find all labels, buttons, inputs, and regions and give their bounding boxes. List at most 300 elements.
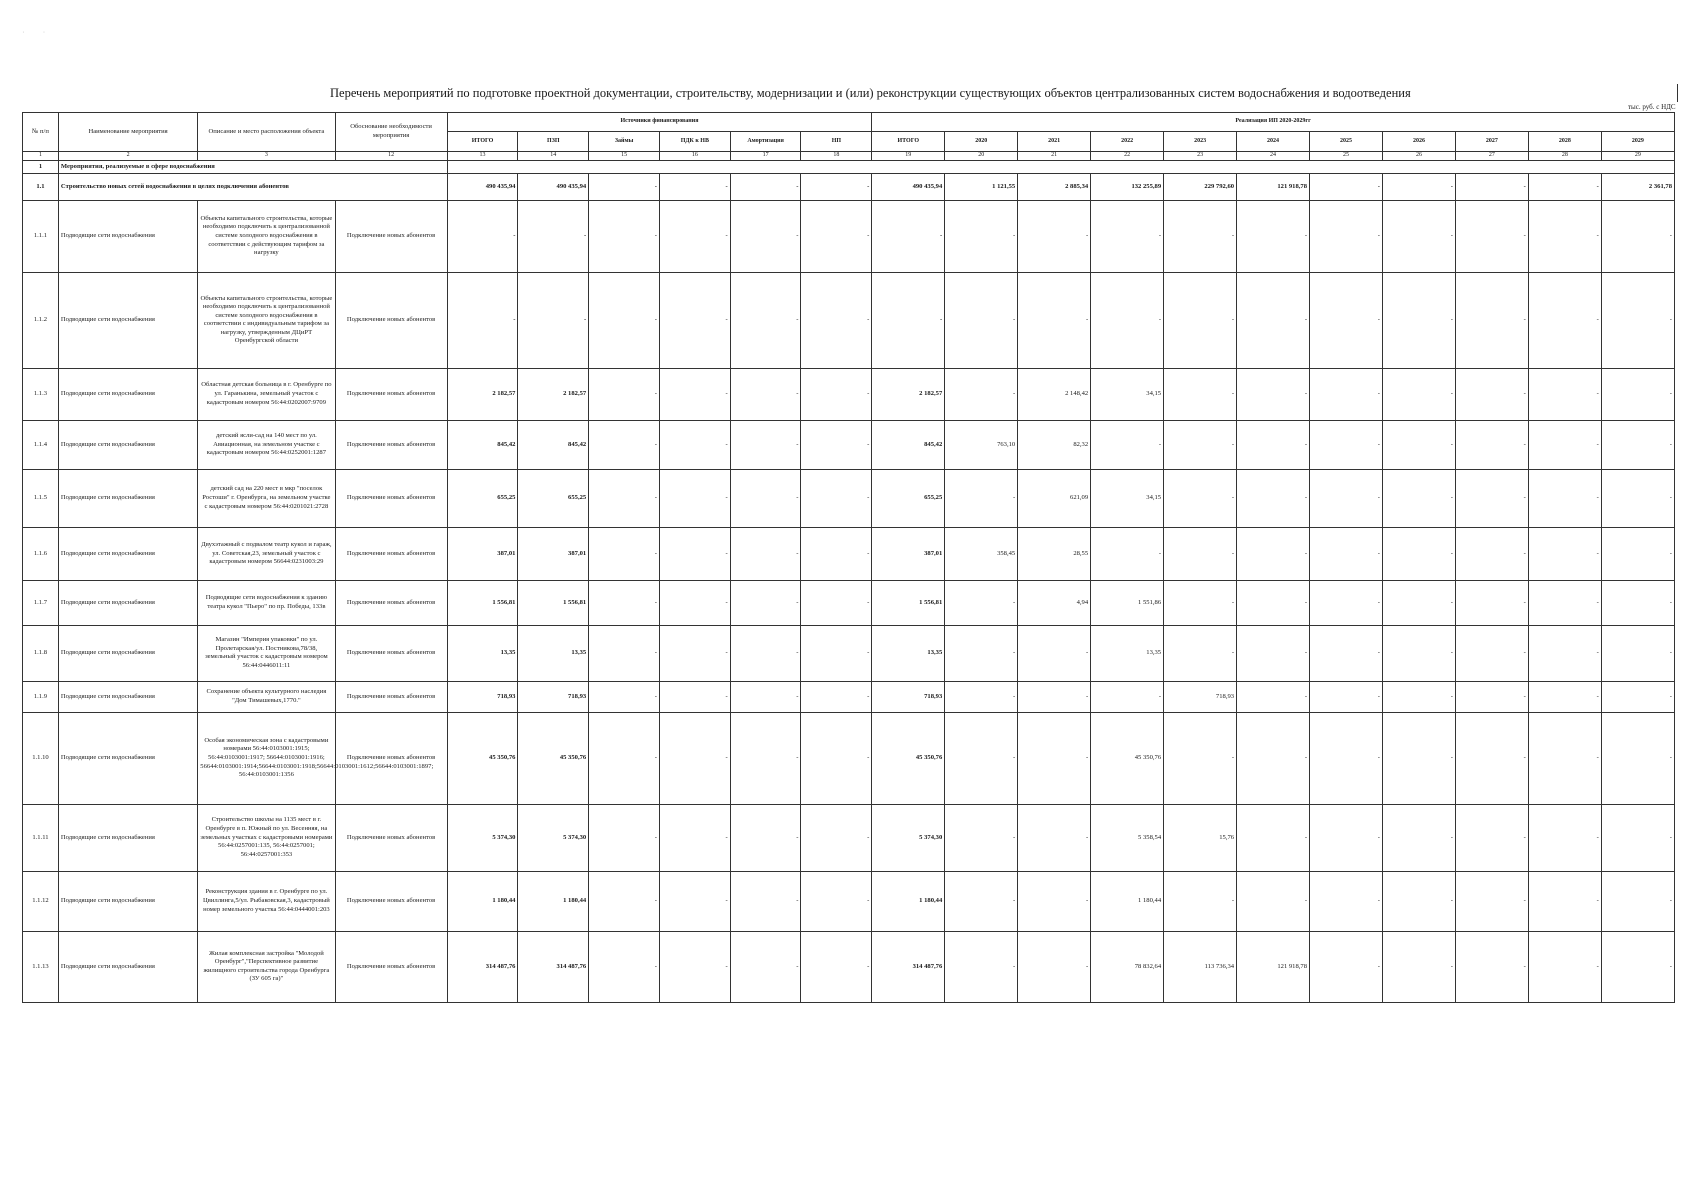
table-row — [23, 625, 1675, 681]
row-value: - — [1601, 200, 1674, 272]
row-value: 45 350,76 — [872, 712, 945, 804]
row-value: - — [589, 580, 660, 625]
row-value: - — [1310, 272, 1383, 368]
row-value: - — [1164, 368, 1237, 420]
column-number: 17 — [730, 152, 801, 161]
row-value: - — [659, 200, 730, 272]
row-value: - — [589, 712, 660, 804]
column-number: 19 — [872, 152, 945, 161]
subsection-title: Строительство новых сетей водоснабжения в целях подключения абонентов — [58, 173, 447, 200]
row-value: - — [1237, 368, 1310, 420]
row-value: 621,09 — [1018, 469, 1091, 527]
row-value: - — [945, 200, 1018, 272]
row-value: - — [1455, 871, 1528, 931]
row-num: 1.1.2 — [23, 272, 59, 368]
row-value: - — [1091, 420, 1164, 469]
subsection-value: 490 435,94 — [872, 173, 945, 200]
header-realization-col: 2023 — [1164, 132, 1237, 152]
row-value: - — [1018, 931, 1091, 1002]
column-number: 13 — [447, 152, 518, 161]
row-value: - — [589, 527, 660, 580]
row-value: - — [1528, 871, 1601, 931]
row-value: - — [801, 272, 872, 368]
row-description: Реконструкция здания в г. Оренбурге по ул. Цвиллинга,5/ул. Рыбаковская,3, кадастровый номер земельного участка 56:44:0444001:203 — [198, 871, 335, 931]
row-value: - — [801, 681, 872, 712]
row-value: - — [730, 625, 801, 681]
row-value: - — [659, 368, 730, 420]
row-value: - — [730, 931, 801, 1002]
row-value: - — [945, 712, 1018, 804]
row-justification: Подключение новых абонентов — [335, 931, 447, 1002]
section-num: 1 — [23, 160, 59, 173]
row-value: 121 918,78 — [1237, 931, 1310, 1002]
header-funding-col: Займы — [589, 132, 660, 152]
row-value: 718,93 — [1164, 681, 1237, 712]
row-value: 718,93 — [872, 681, 945, 712]
row-value: 314 487,76 — [872, 931, 945, 1002]
column-number: 29 — [1601, 152, 1674, 161]
row-value: - — [1310, 200, 1383, 272]
row-value: - — [1237, 580, 1310, 625]
subsection-value: 121 918,78 — [1237, 173, 1310, 200]
row-justification: Подключение новых абонентов — [335, 469, 447, 527]
row-justification: Подключение новых абонентов — [335, 527, 447, 580]
row-value: - — [589, 931, 660, 1002]
row-value: - — [589, 625, 660, 681]
row-value: 1 180,44 — [518, 871, 589, 931]
subsection-value: 2 885,34 — [1018, 173, 1091, 200]
row-value: - — [447, 272, 518, 368]
row-name: Подводящие сети водоснабжения — [58, 871, 197, 931]
row-value: - — [659, 469, 730, 527]
header-funding-group: Источники финансирования — [447, 113, 872, 132]
row-value: 845,42 — [872, 420, 945, 469]
section-empty — [447, 160, 1674, 173]
row-value: - — [730, 272, 801, 368]
row-value: - — [801, 931, 872, 1002]
column-number: 20 — [945, 152, 1018, 161]
row-value: - — [1164, 420, 1237, 469]
row-value: - — [1237, 527, 1310, 580]
row-description: Объекты капитального строительства, которые необходимо подключить к централизованной системе холодного водоснабжения в соответствии с действующим тарифом за нагрузку — [198, 200, 335, 272]
row-value: 5 374,30 — [518, 804, 589, 871]
margin-mark — [1677, 84, 1678, 102]
header-desc: Описание и место расположения объекта — [198, 113, 335, 152]
row-description: Строительство школы на 1135 мест в г. Оренбурге в п. Южный по ул. Весенняя, на земельных участках с кадастровыми номерами 56:44:0257001:135, 56:44:0257001; 56:44:0257001:353 — [198, 804, 335, 871]
row-num: 1.1.5 — [23, 469, 59, 527]
header-realization-col: 2025 — [1310, 132, 1383, 152]
row-value: 13,35 — [518, 625, 589, 681]
row-value: - — [1382, 580, 1455, 625]
row-value: - — [1091, 272, 1164, 368]
row-value: - — [945, 625, 1018, 681]
row-value: - — [801, 368, 872, 420]
row-value: - — [801, 469, 872, 527]
row-justification: Подключение новых абонентов — [335, 681, 447, 712]
row-value: 718,93 — [447, 681, 518, 712]
row-value: - — [659, 871, 730, 931]
row-value: - — [1164, 527, 1237, 580]
row-value: - — [1528, 712, 1601, 804]
row-value: 718,93 — [518, 681, 589, 712]
row-value: - — [1382, 368, 1455, 420]
row-name: Подводящие сети водоснабжения — [58, 681, 197, 712]
row-num: 1.1.1 — [23, 200, 59, 272]
row-description: детский ясли-сад на 140 мест по ул. Авиационная, на земельном участке с кадастровым номером 56:44:0252001:1287 — [198, 420, 335, 469]
row-value: - — [730, 527, 801, 580]
row-description: Особая экономическая зона с кадастровыми номерами 56:44:0103001:1915; 56:44:0103001:1917; 56644:0103001:1916; 56644:0103001:1914;56644:0103001:1918;56644:0103001:1612;56644:0103001:1897; 56:44:0103001:1356 — [198, 712, 335, 804]
row-value: 358,45 — [945, 527, 1018, 580]
row-value: - — [801, 804, 872, 871]
row-name: Подводящие сети водоснабжения — [58, 931, 197, 1002]
row-value: 1 556,81 — [518, 580, 589, 625]
row-value: - — [1455, 200, 1528, 272]
row-value: - — [1164, 712, 1237, 804]
row-value: - — [1310, 527, 1383, 580]
row-value: - — [1164, 272, 1237, 368]
row-value: - — [945, 469, 1018, 527]
row-value: - — [1455, 931, 1528, 1002]
row-value: - — [1310, 368, 1383, 420]
row-value: - — [1601, 527, 1674, 580]
row-name: Подводящие сети водоснабжения — [58, 200, 197, 272]
row-value: - — [1528, 272, 1601, 368]
row-value: - — [1382, 871, 1455, 931]
column-number: 14 — [518, 152, 589, 161]
row-value: - — [589, 200, 660, 272]
row-value: 1 556,81 — [872, 580, 945, 625]
column-number: 16 — [659, 152, 730, 161]
row-value: - — [1528, 420, 1601, 469]
row-value: 387,01 — [518, 527, 589, 580]
row-num: 1.1.3 — [23, 368, 59, 420]
row-value: - — [872, 200, 945, 272]
row-value: - — [1310, 580, 1383, 625]
row-value: - — [730, 580, 801, 625]
subsection-value: 229 792,60 — [1164, 173, 1237, 200]
row-value: - — [730, 420, 801, 469]
subsection-value: 132 255,89 — [1091, 173, 1164, 200]
row-value: - — [1237, 871, 1310, 931]
row-value: - — [1310, 625, 1383, 681]
row-value: - — [589, 804, 660, 871]
subsection-value: 490 435,94 — [447, 173, 518, 200]
row-value: 655,25 — [872, 469, 945, 527]
row-value: - — [1455, 804, 1528, 871]
row-name: Подводящие сети водоснабжения — [58, 469, 197, 527]
row-value: - — [945, 804, 1018, 871]
row-value: - — [1018, 681, 1091, 712]
row-value: - — [945, 580, 1018, 625]
table-row — [23, 527, 1675, 580]
row-value: - — [1237, 681, 1310, 712]
row-value: - — [872, 272, 945, 368]
row-value: - — [1310, 712, 1383, 804]
row-value: - — [659, 931, 730, 1002]
row-value: - — [1528, 580, 1601, 625]
row-value: 34,15 — [1091, 368, 1164, 420]
row-value: - — [1601, 368, 1674, 420]
row-value: - — [1455, 469, 1528, 527]
table-row — [23, 931, 1675, 1002]
row-value: 34,15 — [1091, 469, 1164, 527]
row-value: 655,25 — [447, 469, 518, 527]
row-description: Магазин "Империя упаковки" по ул. Пролетарская/ул. Постникова,78/38, земельный участок с кадастровым номером 56:44:0446011:11 — [198, 625, 335, 681]
row-value: - — [1382, 804, 1455, 871]
header-funding-col: НП — [801, 132, 872, 152]
row-value: - — [1601, 681, 1674, 712]
header-realization-col: 2024 — [1237, 132, 1310, 152]
row-value: - — [1310, 469, 1383, 527]
subsection-value: - — [801, 173, 872, 200]
row-name: Подводящие сети водоснабжения — [58, 527, 197, 580]
row-value: 2 148,42 — [1018, 368, 1091, 420]
row-value: - — [801, 625, 872, 681]
row-value: - — [1091, 527, 1164, 580]
column-number: 22 — [1091, 152, 1164, 161]
subsection-value: - — [730, 173, 801, 200]
row-value: 387,01 — [447, 527, 518, 580]
row-value: - — [730, 469, 801, 527]
header-funding-col: ПЗП — [518, 132, 589, 152]
row-value: - — [1601, 420, 1674, 469]
row-value: - — [518, 200, 589, 272]
row-value: - — [659, 625, 730, 681]
column-number: 15 — [589, 152, 660, 161]
row-value: 1 180,44 — [447, 871, 518, 931]
table-row — [23, 712, 1675, 804]
row-value: - — [1601, 804, 1674, 871]
row-value: - — [1601, 469, 1674, 527]
row-num: 1.1.11 — [23, 804, 59, 871]
row-value: 1 180,44 — [872, 871, 945, 931]
row-value: - — [1018, 804, 1091, 871]
row-value: - — [1455, 527, 1528, 580]
row-value: 78 832,64 — [1091, 931, 1164, 1002]
row-num: 1.1.4 — [23, 420, 59, 469]
row-value: 4,94 — [1018, 580, 1091, 625]
header-column-numbers-row — [23, 152, 1675, 161]
row-value: - — [589, 469, 660, 527]
row-value: 845,42 — [518, 420, 589, 469]
row-value: - — [1455, 368, 1528, 420]
subsection-value: 1 121,55 — [945, 173, 1018, 200]
subsection-row — [23, 173, 1675, 200]
row-value: - — [1237, 625, 1310, 681]
row-value: 314 487,76 — [518, 931, 589, 1002]
row-description: Сохранение объекта культурного наследия "Дом Тимашевых,1770." — [198, 681, 335, 712]
row-description: детский сад на 220 мест в мкр "поселок Ростоши" г. Оренбурга, на земельном участке с кадастровым номером 56:44:0201021:2728 — [198, 469, 335, 527]
row-value: - — [659, 804, 730, 871]
header-num: № п/п — [23, 113, 59, 152]
units-note: тыс. руб. с НДС — [1628, 103, 1676, 111]
row-description: Жилая комплексная застройка "Молодой Оренбург","Перспективное развитие жилищного строительства города Оренбурга (ЗУ 605 га)" — [198, 931, 335, 1002]
row-value: - — [730, 681, 801, 712]
row-value: - — [1091, 681, 1164, 712]
row-value: 5 358,54 — [1091, 804, 1164, 871]
subsection-value: - — [1528, 173, 1601, 200]
row-name: Подводящие сети водоснабжения — [58, 272, 197, 368]
row-justification: Подключение новых абонентов — [335, 368, 447, 420]
table-row — [23, 368, 1675, 420]
row-value: - — [589, 272, 660, 368]
row-value: - — [1455, 712, 1528, 804]
header-funding-col: ПДК к НВ — [659, 132, 730, 152]
row-value: - — [801, 527, 872, 580]
row-value: - — [1528, 527, 1601, 580]
row-justification: Подключение новых абонентов — [335, 871, 447, 931]
row-num: 1.1.12 — [23, 871, 59, 931]
row-value: - — [1018, 871, 1091, 931]
section-title: Мероприятия, реализуемые в сфере водоснабжения — [58, 160, 447, 173]
row-value: - — [1455, 625, 1528, 681]
column-number: 24 — [1237, 152, 1310, 161]
row-value: - — [1310, 420, 1383, 469]
row-value: - — [1164, 625, 1237, 681]
header-realization-col: 2029 — [1601, 132, 1674, 152]
row-value: - — [1018, 625, 1091, 681]
subsection-value: 2 361,78 — [1601, 173, 1674, 200]
column-number: 3 — [198, 152, 335, 161]
row-value: - — [1382, 469, 1455, 527]
row-value: - — [801, 712, 872, 804]
row-value: - — [589, 368, 660, 420]
row-value: - — [1237, 272, 1310, 368]
row-value: - — [589, 871, 660, 931]
row-value: - — [659, 712, 730, 804]
row-value: - — [1601, 931, 1674, 1002]
row-value: - — [801, 580, 872, 625]
row-value: - — [801, 420, 872, 469]
row-value: - — [1091, 200, 1164, 272]
row-value: - — [1382, 200, 1455, 272]
row-value: 45 350,76 — [1091, 712, 1164, 804]
row-value: - — [1528, 469, 1601, 527]
row-value: - — [1528, 625, 1601, 681]
row-description: Объекты капитального строительства, которые необходимо подключить к централизованной системе холодного водоснабжения в соответствии с индивидуальным тарифом за нагрузку, утвержденным ДЦиРТ Оренбургской области — [198, 272, 335, 368]
row-justification: Подключение новых абонентов — [335, 272, 447, 368]
row-value: - — [1018, 712, 1091, 804]
measures-table — [22, 112, 1675, 1003]
row-description: Областная детская больница в г. Оренбурге по ул. Гаранькина, земельный участок с кадастровым номером 56:44:0202007:9709 — [198, 368, 335, 420]
row-value: 314 487,76 — [447, 931, 518, 1002]
row-value: - — [1601, 580, 1674, 625]
row-value: - — [1455, 420, 1528, 469]
row-value: - — [1382, 681, 1455, 712]
column-number: 21 — [1018, 152, 1091, 161]
header-realization-col: ИТОГО — [872, 132, 945, 152]
column-number: 28 — [1528, 152, 1601, 161]
row-value: - — [945, 931, 1018, 1002]
column-number: 1 — [23, 152, 59, 161]
row-name: Подводящие сети водоснабжения — [58, 625, 197, 681]
row-value: 28,55 — [1018, 527, 1091, 580]
row-justification: Подключение новых абонентов — [335, 420, 447, 469]
header-name: Наименование мероприятия — [58, 113, 197, 152]
column-number: 27 — [1455, 152, 1528, 161]
table-row — [23, 469, 1675, 527]
row-value: - — [1528, 200, 1601, 272]
subsection-value: - — [1310, 173, 1383, 200]
row-name: Подводящие сети водоснабжения — [58, 580, 197, 625]
row-value: - — [801, 871, 872, 931]
column-number: 26 — [1382, 152, 1455, 161]
header-realization-group: Реализация ИП 2020-2029гг — [872, 113, 1675, 132]
subsection-value: - — [589, 173, 660, 200]
row-value: 2 182,57 — [518, 368, 589, 420]
row-value: 1 180,44 — [1091, 871, 1164, 931]
row-value: - — [1528, 804, 1601, 871]
header-realization-col: 2020 — [945, 132, 1018, 152]
row-value: 1 556,81 — [447, 580, 518, 625]
table-row — [23, 804, 1675, 871]
row-value: - — [1382, 527, 1455, 580]
row-value: 2 182,57 — [447, 368, 518, 420]
row-value: 15,76 — [1164, 804, 1237, 871]
header-funding-col: ИТОГО — [447, 132, 518, 152]
subsection-value: - — [1455, 173, 1528, 200]
table-row — [23, 420, 1675, 469]
subsection-value: 490 435,94 — [518, 173, 589, 200]
column-number: 25 — [1310, 152, 1383, 161]
row-value: - — [730, 200, 801, 272]
row-num: 1.1.6 — [23, 527, 59, 580]
row-value: - — [1018, 200, 1091, 272]
row-justification: Подключение новых абонентов — [335, 625, 447, 681]
document-title: Перечень мероприятий по подготовке проектной документации, строительству, модернизации и (или) реконструкции существующих объектов централизованных систем водоснабжения и водоотведения — [330, 86, 1411, 100]
row-value: - — [801, 200, 872, 272]
header-realization-col: 2028 — [1528, 132, 1601, 152]
row-num: 1.1.13 — [23, 931, 59, 1002]
header-realization-col: 2021 — [1018, 132, 1091, 152]
header-justification: Обоснование необходимости мероприятия — [335, 113, 447, 152]
row-value: - — [1528, 681, 1601, 712]
row-value: - — [1455, 681, 1528, 712]
table-row — [23, 871, 1675, 931]
subsection-num: 1.1 — [23, 173, 59, 200]
row-value: - — [945, 871, 1018, 931]
row-justification: Подключение новых абонентов — [335, 712, 447, 804]
row-name: Подводящие сети водоснабжения — [58, 368, 197, 420]
row-value: - — [589, 420, 660, 469]
table-row — [23, 681, 1675, 712]
row-value: - — [945, 272, 1018, 368]
row-value: - — [1455, 272, 1528, 368]
row-value: 82,32 — [1018, 420, 1091, 469]
row-num: 1.1.9 — [23, 681, 59, 712]
row-value: 5 374,30 — [872, 804, 945, 871]
row-value: 45 350,76 — [447, 712, 518, 804]
row-value: - — [1018, 272, 1091, 368]
row-value: - — [1382, 420, 1455, 469]
table-row — [23, 200, 1675, 272]
row-value: 655,25 — [518, 469, 589, 527]
column-number: 23 — [1164, 152, 1237, 161]
header-realization-col: 2027 — [1455, 132, 1528, 152]
row-value: - — [945, 681, 1018, 712]
row-value: - — [1237, 420, 1310, 469]
row-value: - — [518, 272, 589, 368]
header-realization-col: 2022 — [1091, 132, 1164, 152]
row-value: 13,35 — [872, 625, 945, 681]
row-value: - — [659, 272, 730, 368]
row-num: 1.1.10 — [23, 712, 59, 804]
header-realization-col: 2026 — [1382, 132, 1455, 152]
row-value: - — [1310, 931, 1383, 1002]
row-name: Подводящие сети водоснабжения — [58, 712, 197, 804]
scan-artifact: ˙ ˙ — [22, 30, 46, 39]
row-value: 763,10 — [945, 420, 1018, 469]
